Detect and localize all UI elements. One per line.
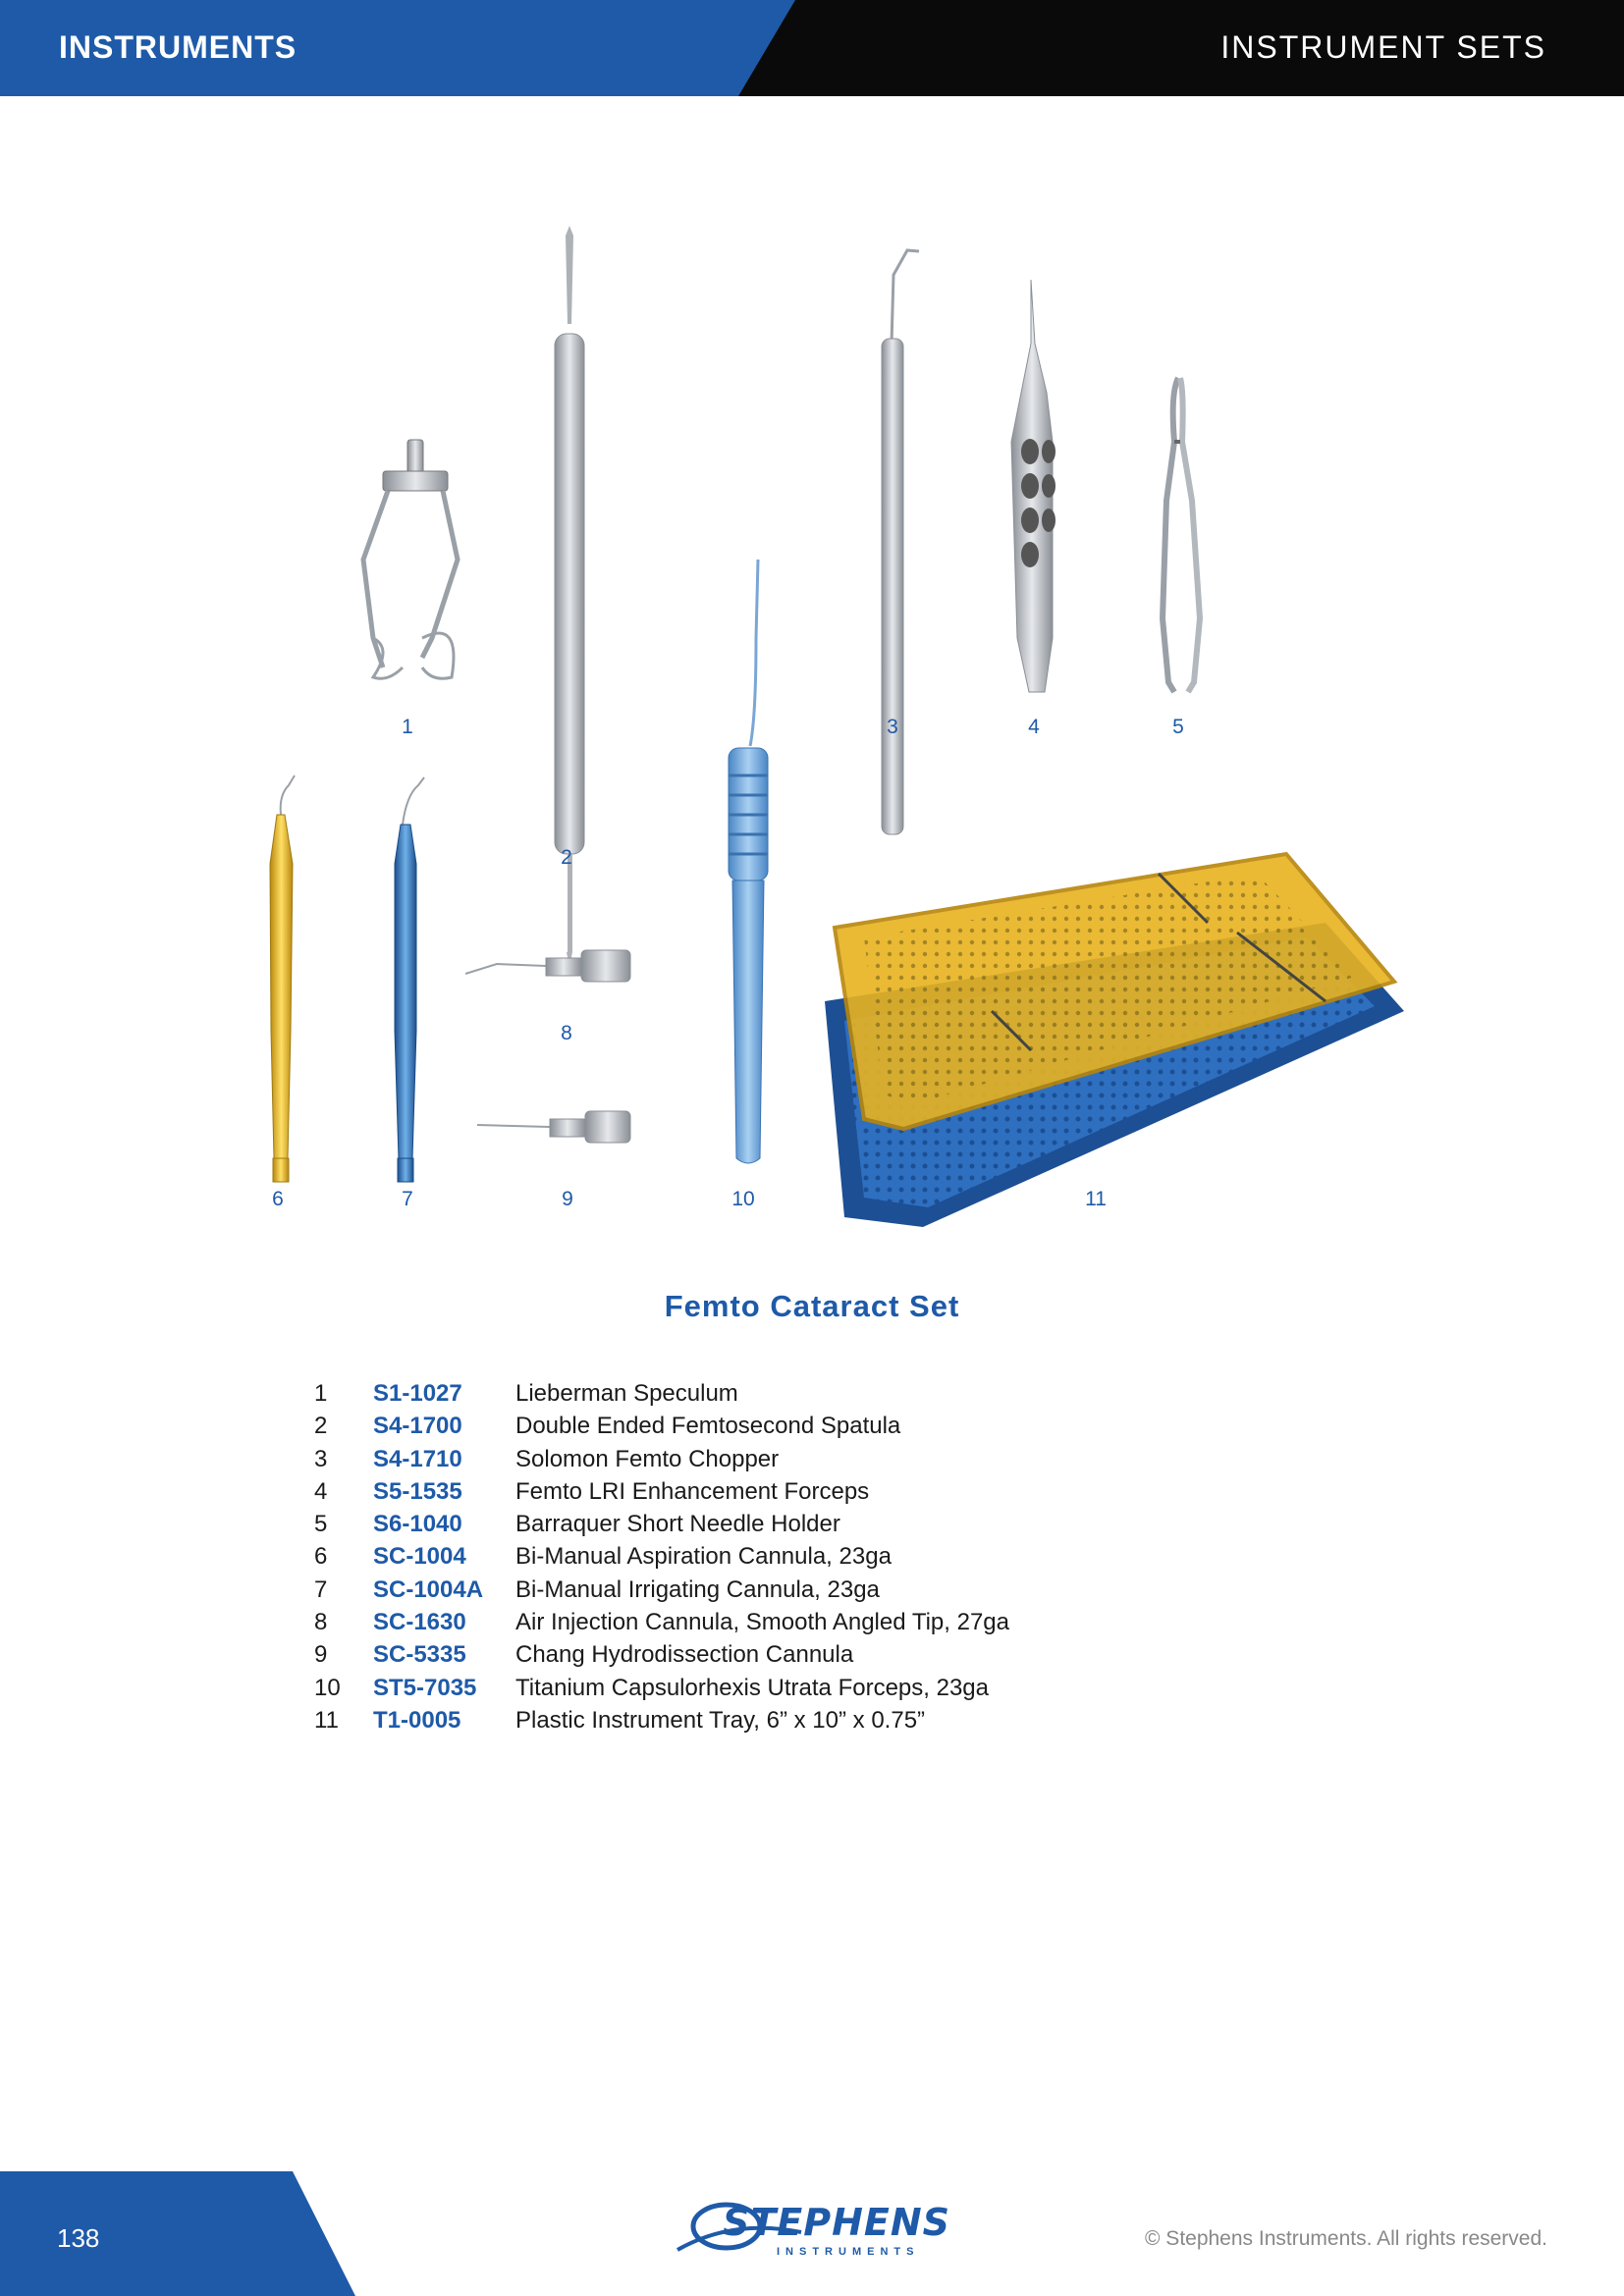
figure-number-1: 1 [402,716,413,738]
figure-number-5: 5 [1172,716,1184,738]
item-code: SC-1630 [373,1609,466,1636]
figure-number-4: 4 [1028,716,1040,738]
item-code: SC-1004 [373,1543,466,1571]
figure-number-2: 2 [561,846,572,869]
item-number: 1 [314,1380,328,1407]
list-item [314,1508,1009,1540]
item-code: S6-1040 [373,1511,462,1538]
figure-number-6: 6 [272,1188,284,1210]
item-description: Solomon Femto Chopper [515,1445,780,1472]
air-cannula-drawing [465,950,630,982]
list-item [314,1704,1009,1736]
list-item [314,1475,1009,1508]
item-description: Chang Hydrodissection Cannula [515,1641,854,1669]
item-code: S5-1535 [373,1477,462,1505]
page-header [0,0,1624,96]
page-footer [0,2171,1624,2296]
list-item [314,1377,1009,1410]
item-number: 5 [314,1511,328,1538]
item-number: 8 [314,1609,328,1636]
figure-number-11: 11 [1085,1188,1107,1210]
category-label: INSTRUMENT SETS [1220,29,1546,65]
irrigating-cannula-drawing [395,777,424,1182]
figure-number-3: 3 [887,716,898,738]
instrument-figure [0,147,1624,1276]
item-description: Femto LRI Enhancement Forceps [515,1477,870,1505]
speculum-drawing [363,440,458,678]
item-description: Bi-Manual Aspiration Cannula, 23ga [515,1543,892,1571]
hydrodissection-cannula-drawing [477,1111,630,1143]
needle-holder-drawing [1163,378,1200,692]
item-number: 6 [314,1543,328,1571]
logo-subtitle: INSTRUMENTS [777,2246,920,2258]
instrument-tray-drawing [825,854,1404,1227]
item-description: Air Injection Cannula, Smooth Angled Tip, 27ga [515,1609,1009,1636]
list-item [314,1540,1009,1573]
item-description: Titanium Capsulorhexis Utrata Forceps, 23ga [515,1674,989,1701]
stephens-logo [674,2189,951,2264]
item-code: SC-5335 [373,1641,466,1669]
page-number: 138 [57,2223,100,2253]
item-description: Bi-Manual Irrigating Cannula, 23ga [515,1575,880,1603]
section-label: INSTRUMENTS [59,29,298,65]
item-code: SC-1004A [373,1575,484,1603]
item-number: 9 [314,1641,328,1669]
item-code: ST5-7035 [373,1674,477,1701]
item-number: 4 [314,1477,328,1505]
instrument-illustration [0,147,1624,1276]
item-description: Double Ended Femtosecond Spatula [515,1413,901,1440]
list-item [314,1443,1009,1475]
item-list [314,1377,1009,1736]
item-number: 11 [314,1706,339,1734]
set-title: Femto Cataract Set [664,1289,960,1323]
list-item [314,1672,1009,1704]
item-description: Plastic Instrument Tray, 6” x 10” x 0.75” [515,1706,926,1734]
forceps-drawing [1011,280,1056,692]
list-item [314,1574,1009,1606]
chopper-drawing [882,250,919,834]
figure-number-9: 9 [562,1188,573,1210]
list-item [314,1638,1009,1671]
copyright-text: © Stephens Instruments. All rights reserved. [1145,2227,1547,2250]
item-code: S4-1710 [373,1445,462,1472]
aspiration-cannula-drawing [270,775,295,1182]
item-code: S4-1700 [373,1413,462,1440]
item-code: S1-1027 [373,1380,462,1407]
item-number: 3 [314,1445,328,1472]
list-item [314,1410,1009,1442]
item-code: T1-0005 [373,1706,461,1734]
figure-number-10: 10 [731,1188,755,1210]
item-number: 10 [314,1674,341,1701]
item-description: Lieberman Speculum [515,1380,738,1407]
item-number: 2 [314,1413,328,1440]
figure-number-8: 8 [561,1022,572,1044]
item-number: 7 [314,1575,328,1603]
figure-number-7: 7 [402,1188,413,1210]
utrata-forceps-drawing [729,560,768,1163]
item-description: Barraquer Short Needle Holder [515,1511,840,1538]
list-item [314,1606,1009,1638]
logo-wordmark: STEPHENS [723,2201,951,2244]
